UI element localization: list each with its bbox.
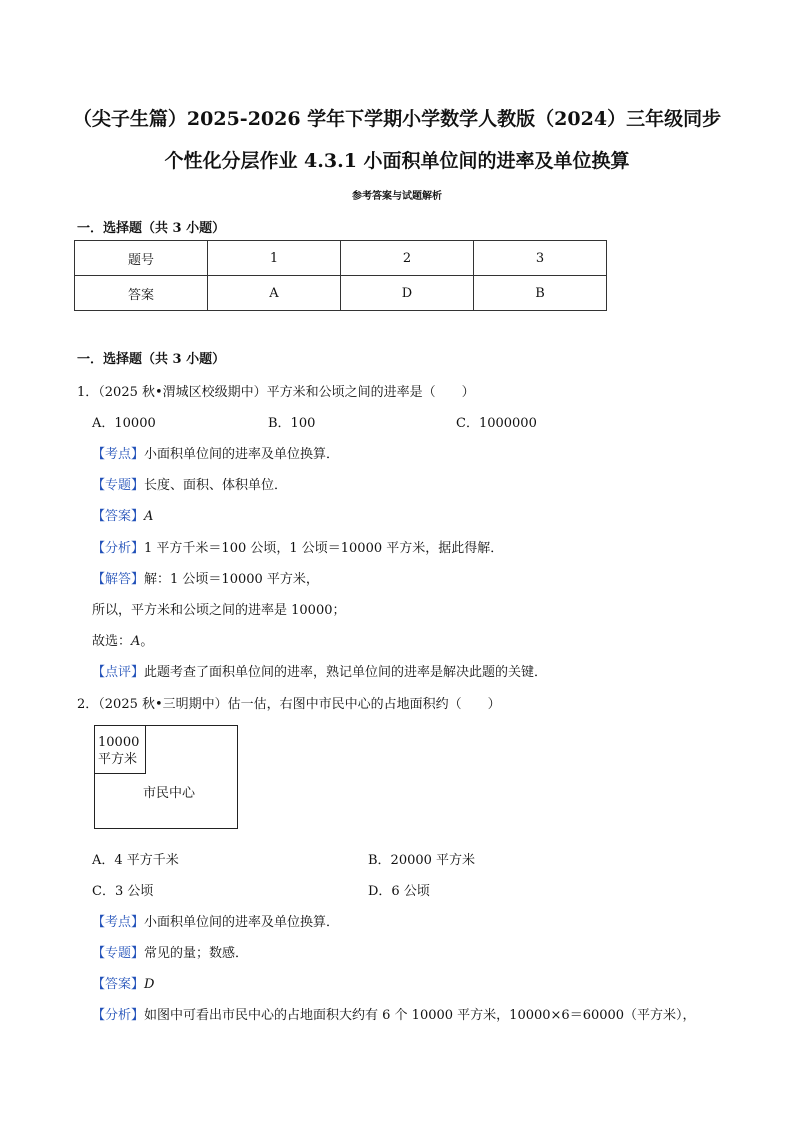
question-2-option-c: C．3 公顷 xyxy=(92,884,154,899)
kaodian-tag: 【考点】 xyxy=(92,915,145,930)
question-1-stem: 1．（2025 秋•渭城区校级期中）平方米和公顷之间的进率是（ ） xyxy=(77,385,475,400)
fenxi-text: 1 平方千米＝100 公顷，1 公顷＝10000 平方米，据此得解． xyxy=(144,541,504,556)
fenxi-tag: 【分析】 xyxy=(92,541,145,556)
fenxi-tag: 【分析】 xyxy=(92,1008,145,1023)
section-heading-2: 一．选择题（共 3 小题） xyxy=(77,352,226,367)
question-2-stem: 2．（2025 秋•三明期中）估一估，右图中市民中心的占地面积约（ ） xyxy=(77,697,501,712)
jieda-text: 解：1 公顷＝10000 平方米， xyxy=(144,572,319,587)
question-1-option-c: C．1000000 xyxy=(456,416,537,431)
answer-table xyxy=(74,240,607,311)
document-title-line1: （尖子生篇）2025-2026 学年下学期小学数学人教版（2024）三年级同步 xyxy=(72,108,722,130)
question-1-dianping xyxy=(92,661,547,680)
question-2-answer xyxy=(92,973,154,992)
question-2-option-b: B．20000 平方米 xyxy=(368,853,476,868)
zhuanti-text: 长度、面积、体积单位． xyxy=(144,478,288,493)
question-1-option-a: A．10000 xyxy=(92,416,156,431)
zhuanti-text: 常见的量；数感． xyxy=(144,946,249,961)
unit-square xyxy=(95,726,146,774)
document-title-line2: 个性化分层作业 4.3.1 小面积单位间的进率及单位换算 xyxy=(164,150,630,172)
kaodian-text: 小面积单位间的进率及单位换算． xyxy=(144,447,340,462)
choice-prefix: 故选： xyxy=(92,634,132,649)
question-1-option-b: B．100 xyxy=(268,416,316,431)
question-1-kaodian xyxy=(92,443,339,462)
zhuanti-tag: 【专题】 xyxy=(92,946,145,961)
table-cell: 2 xyxy=(341,241,474,276)
dianping-text: 此题考查了面积单位间的进率，熟记单位间的进率是解决此题的关键． xyxy=(144,665,548,680)
answer-tag: 【答案】 xyxy=(92,509,145,524)
table-cell: 答案 xyxy=(75,276,208,311)
table-cell: 1 xyxy=(208,241,341,276)
answer-tag: 【答案】 xyxy=(92,977,145,992)
question-1-jieda-line2: 所以，平方米和公顷之间的进率是 10000； xyxy=(92,603,346,618)
fenxi-text: 如图中可看出市民中心的占地面积大约有 6 个 10000 平方米，10000×6＝60000（平方米）， xyxy=(144,1008,696,1023)
question-1-jieda xyxy=(92,568,319,587)
question-2-kaodian xyxy=(92,911,339,930)
question-2-option-a: A．4 平方千米 xyxy=(92,853,179,868)
answer-text: D xyxy=(144,977,155,992)
unit-square-value: 10000 xyxy=(98,735,140,750)
dianping-tag: 【点评】 xyxy=(92,665,145,680)
document-subtitle: 参考答案与试题解析 xyxy=(352,191,442,202)
question-2-fenxi xyxy=(92,1004,696,1023)
question-2-zhuanti xyxy=(92,942,248,961)
question-1-answer xyxy=(92,505,153,524)
table-cell: D xyxy=(341,276,474,311)
choice-answer: A xyxy=(131,634,141,649)
question-1-jieda-line3 xyxy=(92,630,153,649)
section-heading-1: 一．选择题（共 3 小题） xyxy=(77,221,226,236)
jieda-tag: 【解答】 xyxy=(92,572,145,587)
civic-center-label: 市民中心 xyxy=(143,786,196,801)
table-cell: B xyxy=(474,276,607,311)
choice-suffix: 。 xyxy=(140,634,154,649)
civic-center-figure xyxy=(94,725,238,829)
zhuanti-tag: 【专题】 xyxy=(92,478,145,493)
question-1-fenxi xyxy=(92,537,503,556)
kaodian-tag: 【考点】 xyxy=(92,447,145,462)
answer-text: A xyxy=(144,509,154,524)
table-cell: A xyxy=(208,276,341,311)
unit-square-unit: 平方米 xyxy=(98,752,138,767)
answer-table-header-row xyxy=(75,241,607,276)
answer-table-answer-row xyxy=(75,276,607,311)
question-1-zhuanti xyxy=(92,474,287,493)
kaodian-text: 小面积单位间的进率及单位换算． xyxy=(144,915,340,930)
table-cell: 题号 xyxy=(75,241,208,276)
table-cell: 3 xyxy=(474,241,607,276)
question-2-option-d: D．6 公顷 xyxy=(368,884,430,899)
